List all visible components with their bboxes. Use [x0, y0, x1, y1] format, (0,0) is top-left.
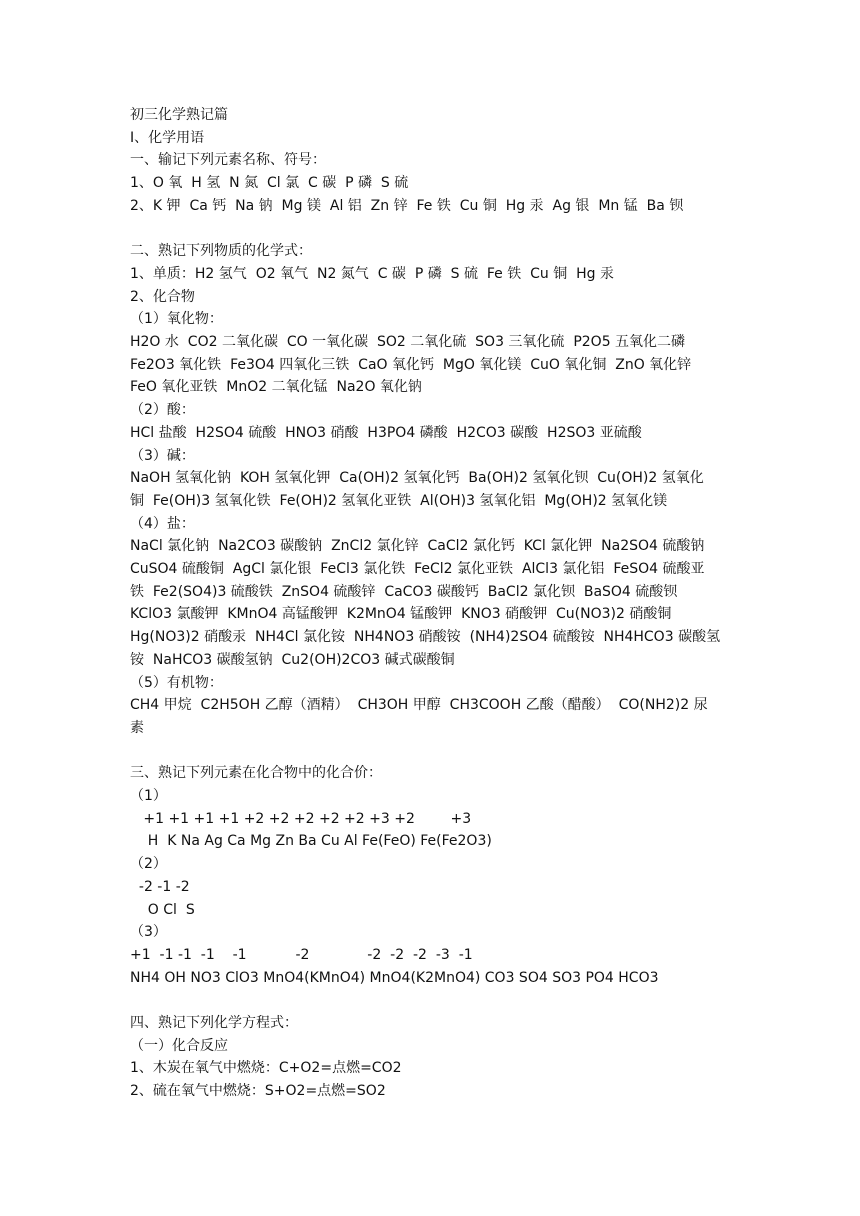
- subsection-heading: （1）氧化物：: [130, 311, 223, 328]
- text-line: CH4 甲烷 C2H5OH 乙醇（酒精） CH3OH 甲醇 CH3COOH 乙酸（醋酸） CO(NH2)2 尿: [130, 697, 708, 714]
- section-heading: 二、熟记下列物质的化学式：: [130, 243, 312, 260]
- blank-line: [130, 218, 735, 241]
- valence-elements: H K Na Ag Ca Mg Zn Ba Cu Al Fe(FeO) Fe(Fe2O3): [130, 833, 492, 850]
- text-line: NaOH 氢氧化钠 KOH 氢氧化钾 Ca(OH)2 氢氧化钙 Ba(OH)2 氢氧化钡 Cu(OH)2 氢氧化: [130, 470, 704, 487]
- equation-line: 2、硫在氧气中燃烧：S+O2=点燃=SO2: [130, 1083, 386, 1100]
- text-line: 素: [130, 719, 144, 736]
- subsection-heading: （2）: [130, 856, 167, 873]
- subsection-heading: （2）酸：: [130, 402, 195, 419]
- subsection-heading: （3）: [130, 924, 167, 941]
- text-line: CuSO4 硫酸铜 AgCl 氯化银 FeCl3 氯化铁 FeCl2 氯化亚铁 AlCl3 氯化铝 FeSO4 硫酸亚: [130, 561, 705, 578]
- valence-elements: O Cl S: [130, 901, 195, 918]
- text-line: 铁 Fe2(SO4)3 硫酸铁 ZnSO4 硫酸锌 CaCO3 碳酸钙 BaCl2 氯化钡 BaSO4 硫酸钡: [130, 583, 678, 600]
- valence-numbers: +1 +1 +1 +1 +2 +2 +2 +2 +2 +3 +2 +3: [130, 810, 472, 827]
- text-line: NaCl 氯化钠 Na2CO3 碳酸钠 ZnCl2 氯化锌 CaCl2 氯化钙 KCl 氯化钾 Na2SO4 硫酸钠: [130, 538, 705, 555]
- section-heading: 四、熟记下列化学方程式：: [130, 1015, 298, 1032]
- part-heading: Ⅰ、化学用语: [130, 129, 205, 146]
- text-line: 铜 Fe(OH)3 氢氧化铁 Fe(OH)2 氢氧化亚铁 Al(OH)3 氢氧化铝 Mg(OH)2 氢氧化镁: [130, 492, 668, 509]
- text-line: FeO 氧化亚铁 MnO2 二氧化锰 Na2O 氧化钠: [130, 379, 422, 396]
- section-heading: 三、熟记下列元素在化合物中的化合价：: [130, 765, 382, 782]
- valence-numbers: -2 -1 -2: [130, 878, 190, 895]
- document-page: [130, 104, 735, 1103]
- section-heading: 一、输记下列元素名称、符号：: [130, 152, 326, 169]
- text-line: HCl 盐酸 H2SO4 硫酸 HNO3 硝酸 H3PO4 磷酸 H2CO3 碳酸 H2SO3 亚硫酸: [130, 424, 642, 441]
- text-line: 1、O 氧 H 氢 N 氮 Cl 氯 C 碳 P 磷 S 硫: [130, 175, 409, 192]
- valence-numbers: +1 -1 -1 -1 -1 -2 -2 -2 -2 -3 -1: [130, 946, 473, 963]
- subsection-heading: （1）: [130, 788, 167, 805]
- valence-elements: NH4 OH NO3 ClO3 MnO4(KMnO4) MnO4(K2MnO4) CO3 SO4 SO3 PO4 HCO3: [130, 969, 659, 986]
- blank-line: [130, 740, 735, 763]
- subsection-heading: （4）盐：: [130, 515, 195, 532]
- text-line: KClO3 氯酸钾 KMnO4 高锰酸钾 K2MnO4 锰酸钾 KNO3 硝酸钾 Cu(NO3)2 硝酸铜: [130, 606, 672, 623]
- text-line: 铵 NaHCO3 碳酸氢钠 Cu2(OH)2CO3 碱式碳酸铜: [130, 651, 455, 668]
- subsection-heading: 2、化合物: [130, 288, 195, 305]
- subsection-heading: （一）化合反应: [130, 1037, 228, 1054]
- text-line: Fe2O3 氧化铁 Fe3O4 四氧化三铁 CaO 氧化钙 MgO 氧化镁 CuO 氧化铜 ZnO 氧化锌: [130, 356, 692, 373]
- subsection-heading: （3）碱：: [130, 447, 195, 464]
- text-line: Hg(NO3)2 硝酸汞 NH4Cl 氯化铵 NH4NO3 硝酸铵 (NH4)2SO4 硫酸铵 NH4HCO3 碳酸氢: [130, 629, 721, 646]
- blank-line: [130, 989, 735, 1012]
- text-line: 1、单质：H2 氢气 O2 氧气 N2 氮气 C 碳 P 磷 S 硫 Fe 铁 Cu 铜 Hg 汞: [130, 265, 614, 282]
- equation-line: 1、木炭在氧气中燃烧：C+O2=点燃=CO2: [130, 1060, 402, 1077]
- text-line: 2、K 钾 Ca 钙 Na 钠 Mg 镁 Al 铝 Zn 锌 Fe 铁 Cu 铜 Hg 汞 Ag 银 Mn 锰 Ba 钡: [130, 197, 684, 214]
- text-line: H2O 水 CO2 二氧化碳 CO 一氧化碳 SO2 二氧化硫 SO3 三氧化硫 P2O5 五氧化二磷: [130, 334, 686, 351]
- document-title: 初三化学熟记篇: [130, 107, 228, 123]
- subsection-heading: （5）有机物：: [130, 674, 223, 691]
